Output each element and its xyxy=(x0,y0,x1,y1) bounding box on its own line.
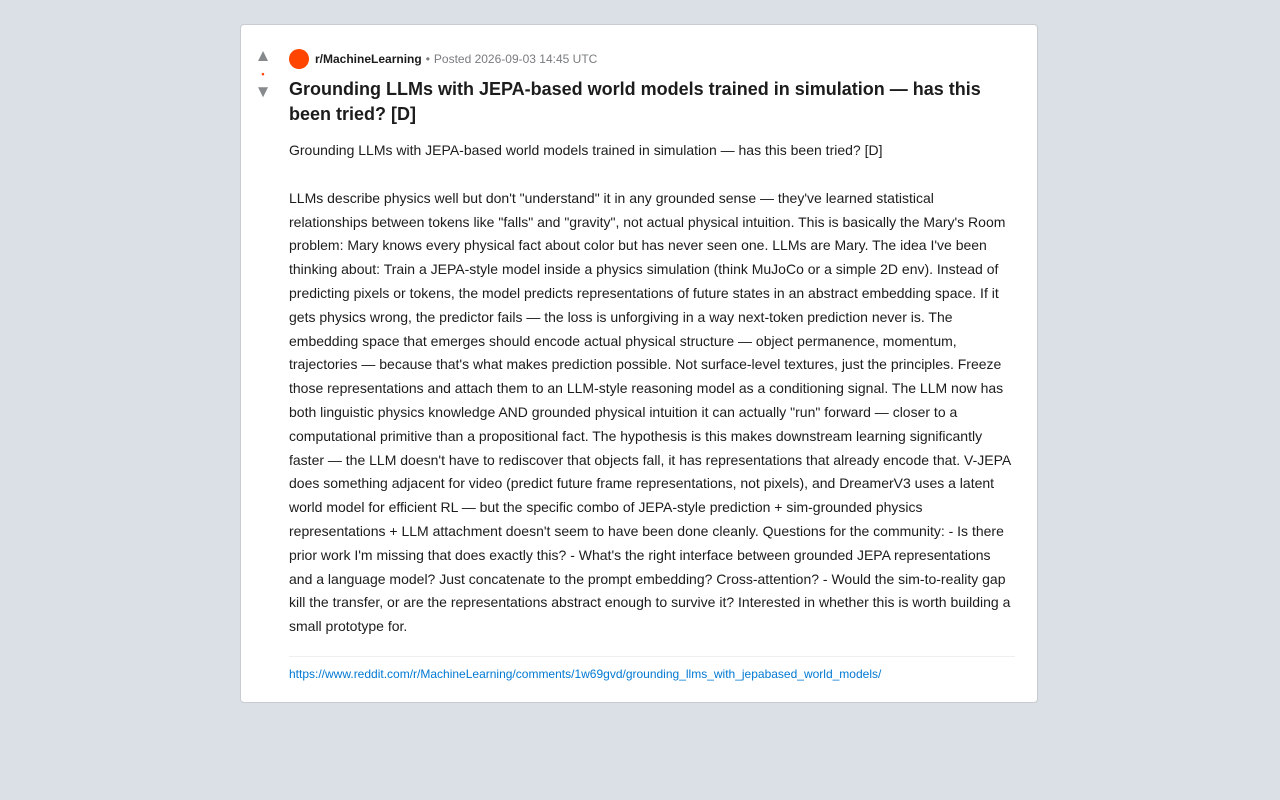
subreddit-link[interactable]: r/MachineLearning xyxy=(315,52,422,66)
post-body xyxy=(289,139,1015,639)
post-card xyxy=(240,24,1038,703)
post-body-paragraph: LLMs describe physics well but don't "understand" it in any grounded sense — they've learned statistical relationships between tokens like "falls" and "gravity", not actual physical intuition. This is basically the Mary's Room problem: Mary knows every physical fact about color but has never seen one. LLMs are Mary. The idea I've been thinking about: Train a JEPA-style model inside a physics simulation (think MuJoCo or a simple 2D env). Instead of predicting pixels or tokens, the model predicts representations of future states in an abstract embedding space. If it gets physics wrong, the predictor fails — the loss is unforgiving in a way next-token prediction never is. The embedding space that emerges should encode actual physical structure — object permanence, momentum, trajectories — because that's what makes prediction possible. Not surface-level textures, just the principles. Freeze those representations and attach them to an LLM-style reasoning model as a conditioning signal. The LLM now has both linguistic physics knowledge AND grounded physical intuition it can actually "run" forward — closer to a computational primitive than a propositional fact. The hypothesis is this makes downstream learning significantly faster — the LLM doesn't have to rediscover that objects fall, it has representations that already encode that. V-JEPA does something adjacent for video (predict future frame representations, not pixels), and DreamerV3 uses a latent world model for efficient RL — but the specific combo of JEPA-style prediction + sim-grounded physics representations + LLM attachment doesn't seem to have been done cleanly. Questions for the community: - Is there prior work I'm missing that does exactly this? - What's the right interface between grounded JEPA representations and a language model? Just concatenate to the prompt embedding? Cross-attention? - Would the sim-to-reality gap kill the transfer, or are the representations abstract enough to survive it? Interested in whether this is worth building a small prototype for. xyxy=(289,189,1011,635)
post-title[interactable]: Grounding LLMs with JEPA-based world models trained in simulation — has this been tried? [D] xyxy=(289,79,981,124)
meta-separator: • xyxy=(425,52,430,66)
post-url-link[interactable]: https://www.reddit.com/r/MachineLearning/comments/1w69gvd/grounding_llms_with_jepabased_world_models/ xyxy=(289,666,882,681)
post-content xyxy=(289,48,1015,682)
subreddit-icon[interactable] xyxy=(289,49,309,69)
vote-column xyxy=(241,47,285,101)
post-meta xyxy=(289,48,1015,70)
post-body-paragraph: Grounding LLMs with JEPA-based world models trained in simulation — has this been tried? [D] xyxy=(289,142,883,158)
vote-score: • xyxy=(261,69,265,79)
post-timestamp: Posted 2026-09-03 14:45 UTC xyxy=(433,52,598,66)
post-footer xyxy=(289,656,1015,682)
upvote-arrow-icon[interactable]: ▲ xyxy=(254,46,272,65)
downvote-arrow-icon[interactable]: ▼ xyxy=(254,82,272,101)
